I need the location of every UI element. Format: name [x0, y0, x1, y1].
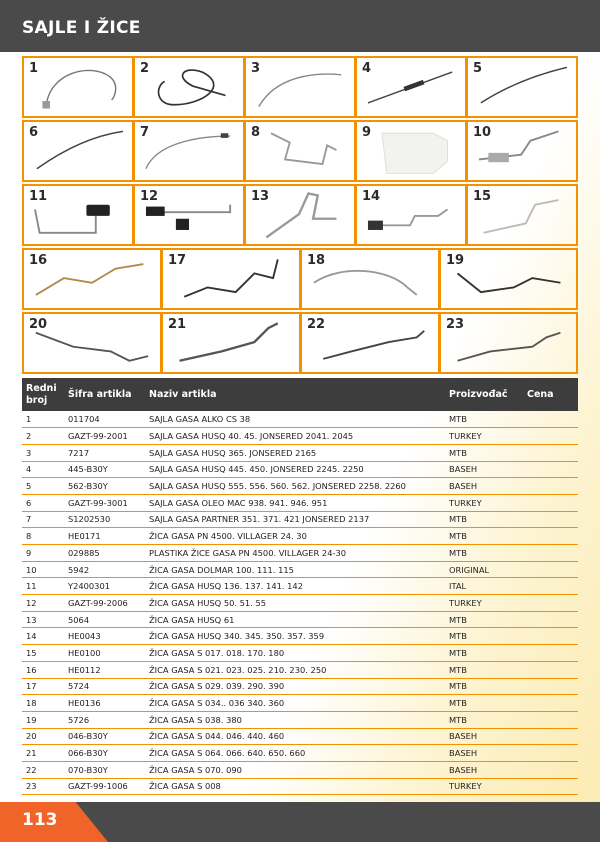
throttle-cable-image [135, 58, 243, 116]
cell-sifra: 5064 [64, 611, 145, 628]
tile-number: 18 [307, 253, 326, 268]
cell-cena [523, 528, 578, 545]
tile-number: 17 [168, 253, 187, 268]
cell-proizvodac: BASEH [445, 461, 523, 478]
tile-number: 10 [473, 125, 492, 140]
table-row [22, 678, 578, 695]
cell-sifra: HE0136 [64, 695, 145, 712]
tile-number: 23 [446, 317, 465, 332]
cell-naziv: ŽICA GASA S 021. 023. 025. 210. 230. 250 [145, 661, 445, 678]
cell-broj: 18 [22, 695, 64, 712]
table-row [22, 595, 578, 612]
cell-proizvodac: ITAL [445, 578, 523, 595]
cell-broj: 23 [22, 778, 64, 795]
tile-number: 8 [251, 125, 261, 140]
cell-broj: 14 [22, 628, 64, 645]
tile-number: 6 [29, 125, 39, 140]
product-tile [22, 56, 134, 118]
cell-sifra: GAZT-99-3001 [64, 494, 145, 511]
cell-broj: 19 [22, 711, 64, 728]
cell-proizvodac: BASEH [445, 728, 523, 745]
cell-proizvodac: MTB [445, 645, 523, 662]
throttle-wire-image [302, 250, 438, 308]
cell-proizvodac: MTB [445, 545, 523, 562]
cell-naziv: ŽICA GASA HUSQ 340. 345. 350. 357. 359 [145, 628, 445, 645]
header-bar [0, 0, 600, 52]
table-row [22, 561, 578, 578]
product-tile [244, 56, 356, 118]
cell-broj: 7 [22, 511, 64, 528]
cell-naziv: SAJLA GASA HUSQ 40. 45. JONSERED 2041. 2045 [145, 428, 445, 445]
throttle-wire-image [246, 186, 354, 244]
cell-naziv: ŽICA GASA S 008 [145, 778, 445, 795]
cell-broj: 10 [22, 561, 64, 578]
tile-number: 2 [140, 61, 150, 76]
table-row [22, 428, 578, 445]
cell-cena [523, 595, 578, 612]
tile-number: 9 [362, 125, 372, 140]
tile-number: 1 [29, 61, 39, 76]
product-tile [22, 184, 134, 246]
cell-proizvodac: MTB [445, 411, 523, 428]
cell-proizvodac: TURKEY [445, 595, 523, 612]
cell-naziv: ŽICA GASA DOLMAR 100. 111. 115 [145, 561, 445, 578]
table-row [22, 628, 578, 645]
product-tile [133, 120, 245, 182]
price-list-table [22, 378, 578, 795]
cell-broj: 4 [22, 461, 64, 478]
throttle-wire-image [302, 314, 438, 372]
table-row [22, 778, 578, 795]
tile-number: 11 [29, 189, 48, 204]
product-tile [133, 184, 245, 246]
cell-proizvodac: BASEH [445, 761, 523, 778]
throttle-wire-image [441, 314, 576, 372]
column-header-naziv: Naziv artikla [145, 378, 445, 411]
cell-proizvodac: BASEH [445, 745, 523, 762]
cell-broj: 20 [22, 728, 64, 745]
tile-number: 16 [29, 253, 48, 268]
cell-sifra: HE0112 [64, 661, 145, 678]
table-body [22, 411, 578, 795]
throttle-wire-image [163, 314, 299, 372]
cell-cena [523, 511, 578, 528]
cell-sifra: 7217 [64, 444, 145, 461]
throttle-cable-image [135, 122, 243, 180]
cell-broj: 11 [22, 578, 64, 595]
cell-sifra: GAZT-99-2001 [64, 428, 145, 445]
table-row [22, 695, 578, 712]
throttle-cable-image [246, 58, 354, 116]
cell-cena [523, 578, 578, 595]
throttle-wire-image [357, 186, 465, 244]
column-header-broj: Redni broj [22, 378, 64, 411]
cell-broj: 12 [22, 595, 64, 612]
cell-cena [523, 695, 578, 712]
cell-naziv: ŽICA GASA HUSQ 50. 51. 55 [145, 595, 445, 612]
cell-broj: 13 [22, 611, 64, 628]
throttle-cable-image [357, 58, 465, 116]
cell-cena [523, 745, 578, 762]
product-tile [355, 120, 467, 182]
cell-sifra: S1202530 [64, 511, 145, 528]
cell-naziv: SAJLA GASA HUSQ 445. 450. JONSERED 2245. 2250 [145, 461, 445, 478]
cell-cena [523, 561, 578, 578]
cell-cena [523, 611, 578, 628]
cell-broj: 9 [22, 545, 64, 562]
tile-number: 3 [251, 61, 261, 76]
product-tile [244, 120, 356, 182]
cell-proizvodac: TURKEY [445, 778, 523, 795]
cell-sifra: 5942 [64, 561, 145, 578]
column-header-cena: Cena [523, 378, 578, 411]
cell-cena [523, 711, 578, 728]
tile-number: 14 [362, 189, 381, 204]
table-row [22, 611, 578, 628]
cell-sifra: 445-B30Y [64, 461, 145, 478]
cell-sifra: HE0043 [64, 628, 145, 645]
product-tile [22, 120, 134, 182]
table-header [22, 378, 578, 411]
cell-broj: 17 [22, 678, 64, 695]
throttle-cable-image [24, 122, 132, 180]
cell-proizvodac: MTB [445, 695, 523, 712]
cell-cena [523, 428, 578, 445]
cell-sifra: 5726 [64, 711, 145, 728]
table-row [22, 411, 578, 428]
cell-naziv: ŽICA GASA PN 4500. VILLAGER 24. 30 [145, 528, 445, 545]
cell-sifra: 562-B30Y [64, 478, 145, 495]
product-tile [300, 312, 440, 374]
product-tile [133, 56, 245, 118]
cell-sifra: HE0171 [64, 528, 145, 545]
table-row [22, 761, 578, 778]
plastic-part-image [357, 122, 465, 180]
product-tile [22, 312, 162, 374]
cell-cena [523, 545, 578, 562]
throttle-wire-image [441, 250, 576, 308]
cell-sifra: 029885 [64, 545, 145, 562]
product-tile [466, 184, 578, 246]
cell-sifra: Y2400301 [64, 578, 145, 595]
tile-number: 12 [140, 189, 159, 204]
table-row [22, 661, 578, 678]
cell-proizvodac: MTB [445, 528, 523, 545]
cell-cena [523, 678, 578, 695]
cell-cena [523, 661, 578, 678]
table-row [22, 578, 578, 595]
product-tile [161, 248, 301, 310]
tile-number: 21 [168, 317, 187, 332]
throttle-wire-image [468, 186, 576, 244]
throttle-wire-image [163, 250, 299, 308]
cell-naziv: ŽICA GASA HUSQ 61 [145, 611, 445, 628]
tile-number: 20 [29, 317, 48, 332]
throttle-wire-image [24, 314, 160, 372]
cell-proizvodac: MTB [445, 611, 523, 628]
cell-sifra: GAZT-99-1006 [64, 778, 145, 795]
cell-proizvodac: MTB [445, 661, 523, 678]
throttle-wire-image [24, 250, 160, 308]
cell-broj: 1 [22, 411, 64, 428]
cell-naziv: ŽICA GASA S 064. 066. 640. 650. 660 [145, 745, 445, 762]
table-row [22, 478, 578, 495]
product-tile [439, 248, 578, 310]
product-tile [300, 248, 440, 310]
table-row [22, 511, 578, 528]
cell-proizvodac: TURKEY [445, 494, 523, 511]
throttle-wire-image [246, 122, 354, 180]
cell-naziv: SAJLA GASA OLEO MAC 938. 941. 946. 951 [145, 494, 445, 511]
table-row [22, 745, 578, 762]
table-row [22, 494, 578, 511]
cell-broj: 16 [22, 661, 64, 678]
product-tile [355, 56, 467, 118]
cell-proizvodac: MTB [445, 444, 523, 461]
product-tile [22, 248, 162, 310]
tile-number: 13 [251, 189, 270, 204]
cell-proizvodac: BASEH [445, 478, 523, 495]
cell-proizvodac: MTB [445, 678, 523, 695]
table-row [22, 645, 578, 662]
cell-cena [523, 761, 578, 778]
product-image-grid [22, 56, 578, 374]
cell-naziv: ŽICA GASA S 070. 090 [145, 761, 445, 778]
cell-naziv: ŽICA GASA S 017. 018. 170. 180 [145, 645, 445, 662]
cell-proizvodac: MTB [445, 511, 523, 528]
cell-sifra: 5724 [64, 678, 145, 695]
throttle-wire-image [135, 186, 243, 244]
cell-proizvodac: MTB [445, 628, 523, 645]
cell-naziv: ŽICA GASA S 034.. 036 340. 360 [145, 695, 445, 712]
cell-broj: 15 [22, 645, 64, 662]
cell-cena [523, 628, 578, 645]
table-row [22, 545, 578, 562]
tile-number: 15 [473, 189, 492, 204]
cell-naziv: ŽICA GASA S 044. 046. 440. 460 [145, 728, 445, 745]
cell-proizvodac: ORIGINAL [445, 561, 523, 578]
product-tile [439, 312, 578, 374]
tile-number: 22 [307, 317, 326, 332]
product-tile [466, 120, 578, 182]
cell-cena [523, 778, 578, 795]
cell-broj: 6 [22, 494, 64, 511]
cell-broj: 22 [22, 761, 64, 778]
cell-sifra: 066-B30Y [64, 745, 145, 762]
cell-naziv: ŽICA GASA S 038. 380 [145, 711, 445, 728]
cell-naziv: SAJLA GASA ALKO CS 38 [145, 411, 445, 428]
table-row [22, 711, 578, 728]
cell-naziv: SAJLA GASA HUSQ 365. JONSERED 2165 [145, 444, 445, 461]
throttle-wire-image [468, 122, 576, 180]
tile-number: 4 [362, 61, 372, 76]
cell-naziv: SAJLA GASA PARTNER 351. 371. 421 JONSERED 2137 [145, 511, 445, 528]
cell-naziv: PLASTIKA ŽICE GASA PN 4500. VILLAGER 24-30 [145, 545, 445, 562]
column-header-proizvodac: Proizvođač [445, 378, 523, 411]
cell-sifra: 011704 [64, 411, 145, 428]
product-tile [466, 56, 578, 118]
page-title: SAJLE I ŽICE [22, 18, 141, 38]
cell-broj: 5 [22, 478, 64, 495]
cell-broj: 8 [22, 528, 64, 545]
cell-cena [523, 728, 578, 745]
product-tile [355, 184, 467, 246]
cell-naziv: ŽICA GASA S 029. 039. 290. 390 [145, 678, 445, 695]
cell-cena [523, 444, 578, 461]
cell-broj: 3 [22, 444, 64, 461]
cell-sifra: HE0100 [64, 645, 145, 662]
tile-number: 7 [140, 125, 150, 140]
table-row [22, 444, 578, 461]
column-header-sifra: Šifra artikla [64, 378, 145, 411]
cell-proizvodac: TURKEY [445, 428, 523, 445]
cell-sifra: GAZT-99-2006 [64, 595, 145, 612]
cell-naziv: SAJLA GASA HUSQ 555. 556. 560. 562. JONSERED 2258. 2260 [145, 478, 445, 495]
throttle-cable-image [468, 58, 576, 116]
product-tile [244, 184, 356, 246]
throttle-wire-image [24, 186, 132, 244]
cell-sifra: 070-B30Y [64, 761, 145, 778]
throttle-cable-image [24, 58, 132, 116]
cell-proizvodac: MTB [445, 711, 523, 728]
cell-naziv: ŽICA GASA HUSQ 136. 137. 141. 142 [145, 578, 445, 595]
table-row [22, 528, 578, 545]
cell-cena [523, 494, 578, 511]
page-number: 113 [22, 810, 58, 830]
tile-number: 5 [473, 61, 483, 76]
product-tile [161, 312, 301, 374]
cell-cena [523, 478, 578, 495]
cell-cena [523, 411, 578, 428]
tile-number: 19 [446, 253, 465, 268]
table-row [22, 728, 578, 745]
cell-cena [523, 461, 578, 478]
cell-broj: 21 [22, 745, 64, 762]
cell-cena [523, 645, 578, 662]
cell-broj: 2 [22, 428, 64, 445]
cell-sifra: 046-B30Y [64, 728, 145, 745]
table-row [22, 461, 578, 478]
